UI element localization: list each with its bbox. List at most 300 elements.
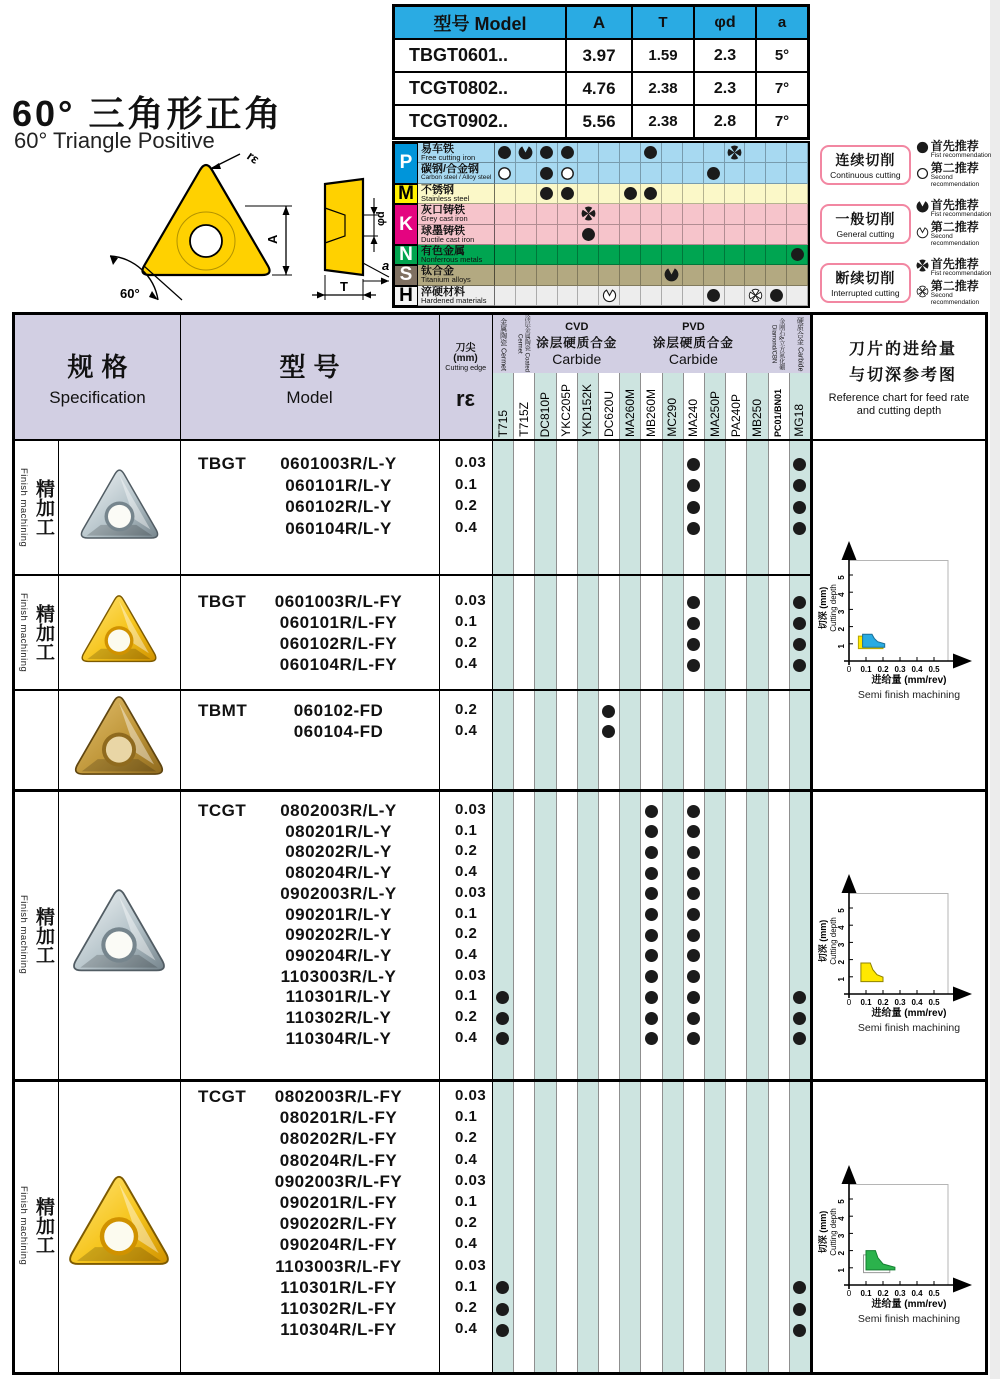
continuous-first-icon	[643, 186, 658, 201]
model-prefix: TBGT	[198, 592, 247, 611]
re-value: 0.2	[455, 1008, 478, 1025]
feed-depth-chart-svg	[815, 533, 983, 707]
material-grade-cell	[558, 204, 579, 224]
grade-dot	[687, 991, 700, 1004]
model-number: 080202R/L-Y	[285, 842, 392, 862]
continuous-second-icon	[497, 166, 512, 181]
iso-group-P: P	[394, 143, 418, 184]
model-number: 110301R/L-Y	[285, 987, 392, 1007]
material-grade-cell	[662, 163, 683, 183]
grade-name-DC810P	[534, 373, 555, 437]
grade-dot	[645, 846, 658, 859]
legend-type-zh: 一般切削	[835, 210, 896, 227]
legend-group	[820, 141, 998, 188]
material-name-en: Carbon steel / Alloy steel	[421, 174, 492, 182]
material-grade-cell	[537, 265, 558, 285]
insert-image-cell	[58, 790, 180, 1080]
material-grade-cell	[599, 286, 620, 306]
material-grade-cell	[704, 286, 725, 306]
material-grade-cell	[704, 245, 725, 265]
re-value: 0.4	[455, 721, 478, 739]
material-grade-cell	[641, 204, 662, 224]
spec-title-zh: 规格	[67, 352, 136, 382]
grade-name-vertical: MA260M	[622, 388, 637, 437]
grade-name-vertical: MC290	[665, 398, 680, 437]
material-grade-cell	[537, 245, 558, 265]
material-grade-cell	[516, 204, 537, 224]
legend-cutting-type	[820, 263, 911, 303]
material-grade-cell	[641, 163, 662, 183]
dimension-cell: 2.38	[631, 106, 693, 137]
grade-column	[662, 373, 683, 1372]
material-grade-cell	[495, 163, 516, 183]
dimension-cell: 7°	[755, 106, 807, 137]
grade-group-label	[534, 315, 619, 373]
insert-photo-bronze	[65, 690, 173, 790]
grade-name-MB250	[746, 373, 767, 437]
material-grade-cell	[537, 163, 558, 183]
grade-name-vertical: DC810P	[537, 391, 552, 437]
spec-label-finish-machining	[17, 440, 58, 575]
grade-dot	[496, 1303, 509, 1316]
label-a: a	[382, 258, 390, 273]
grade-dot	[793, 617, 806, 630]
grade-dot	[687, 659, 700, 672]
re-value: 0.4	[455, 863, 478, 881]
spec-label-finish-machining	[17, 575, 58, 690]
svg-text:0.4: 0.4	[911, 665, 923, 674]
model-prefix: TCGT	[198, 1087, 247, 1106]
model-number: 0902003R/L-Y	[280, 883, 397, 903]
legend-items	[916, 141, 998, 188]
material-grade-cell	[620, 245, 641, 265]
legend-symbol	[916, 200, 929, 218]
re-value: 0.03	[455, 966, 487, 984]
grade-group-label	[513, 315, 534, 373]
material-grade-cell	[516, 184, 537, 204]
grade-name-vertical: PC01/BN01	[773, 388, 784, 437]
material-grade-cell	[725, 204, 746, 224]
svg-text:3: 3	[837, 1233, 846, 1239]
material-grade-cell	[537, 225, 558, 245]
material-grade-cell	[537, 204, 558, 224]
material-grade-cell	[599, 225, 620, 245]
material-grade-cell	[558, 184, 579, 204]
table-divider	[15, 574, 810, 576]
material-grade-cell	[683, 265, 704, 285]
svg-text:0.1: 0.1	[860, 998, 872, 1007]
general-second-icon	[916, 226, 929, 239]
grade-dot	[645, 805, 658, 818]
label-re: rε	[244, 148, 263, 167]
dimension-header-cell: φd	[693, 7, 755, 38]
iso-group-S: S	[394, 265, 418, 285]
material-grade-cell	[662, 204, 683, 224]
svg-text:切深 (mm): 切深 (mm)	[818, 919, 828, 963]
continuous-first-icon	[769, 288, 784, 303]
material-grade-cell	[620, 163, 641, 183]
re-value: 0.03	[455, 801, 487, 818]
ref-title-zh1: 刀片的进给量	[848, 341, 957, 358]
re-value: 0.03	[455, 883, 487, 901]
material-row-label	[418, 286, 495, 306]
material-grade-cell	[578, 204, 599, 224]
grade-name-vertical: DC620U	[601, 390, 616, 437]
grade-name-PA240P	[725, 373, 746, 437]
dimension-header-cell: A	[565, 7, 631, 38]
material-grade-cell	[495, 143, 516, 163]
grade-column	[492, 373, 513, 1372]
grade-dot	[687, 929, 700, 942]
tip-zh: 刀尖	[455, 342, 476, 354]
re-value: 0.03	[455, 592, 487, 609]
grade-dot	[645, 1012, 658, 1025]
re-value: 0.2	[455, 701, 478, 718]
model-number: 110301R/L-FY	[280, 1277, 397, 1297]
dimension-cell: 4.76	[565, 73, 631, 104]
col-divider	[492, 315, 493, 1372]
svg-text:进给量 (mm/rev): 进给量 (mm/rev)	[871, 675, 947, 686]
grade-dot	[793, 991, 806, 1004]
svg-text:2: 2	[837, 959, 846, 965]
legend-cutting-type	[820, 145, 911, 185]
model-number: 090204R/L-Y	[285, 945, 392, 965]
grade-dot	[687, 479, 700, 492]
re-value: 0.1	[455, 1277, 478, 1295]
material-grade-cell	[495, 265, 516, 285]
re-value: 0.2	[455, 497, 478, 514]
svg-text:4: 4	[837, 592, 846, 597]
material-grade-cell	[683, 286, 704, 306]
side-view-insert	[325, 179, 363, 275]
group-zh: 涂层硬质合金	[536, 336, 618, 350]
svg-text:4: 4	[837, 925, 846, 930]
dimension-cell: TBGT0601..	[409, 45, 509, 65]
svg-text:切深 (mm): 切深 (mm)	[818, 1210, 828, 1254]
grade-name-vertical: YKC205P	[559, 384, 574, 437]
dimension-table-header	[395, 7, 807, 38]
material-grade-cell	[599, 143, 620, 163]
material-name-en: Hardened materials	[421, 295, 487, 305]
grade-column	[746, 373, 767, 1372]
iso-group-M: M	[394, 184, 418, 204]
grade-dot	[687, 617, 700, 630]
material-grade-cell	[662, 245, 683, 265]
dimension-cell: 2.3	[693, 40, 755, 71]
grade-dot	[793, 638, 806, 651]
svg-text:5: 5	[837, 575, 846, 580]
material-grade-cell	[641, 286, 662, 306]
dimension-cell: 5.56	[565, 106, 631, 137]
dimension-cell: 1.59	[631, 40, 693, 71]
svg-text:0: 0	[846, 665, 852, 674]
material-grade-cell	[558, 163, 579, 183]
insert-photo-silver	[63, 883, 175, 987]
continuous-first-icon	[916, 141, 929, 154]
legend-item-en: Fist recommendation	[930, 211, 992, 218]
material-grade-cell	[725, 225, 746, 245]
legend-item-zh: 第二推荐	[930, 220, 979, 234]
material-grade-cell	[704, 265, 725, 285]
material-grade-cell	[620, 265, 641, 285]
legend-item	[916, 222, 998, 247]
material-name-zh: 不锈钢	[421, 183, 454, 196]
svg-text:0.3: 0.3	[894, 665, 906, 674]
grade-name-YKC205P	[556, 373, 577, 437]
iso-group-H: H	[394, 286, 418, 306]
group-zh: 涂层硬质合金	[652, 336, 734, 350]
svg-text:Cutting depth: Cutting depth	[829, 917, 838, 965]
material-application-grid	[392, 141, 810, 308]
grade-dot	[645, 908, 658, 921]
insert-photo-gold	[73, 590, 165, 675]
legend-item-zh: 第二推荐	[930, 279, 979, 293]
material-grade-cell	[787, 225, 808, 245]
re-value: 0.03	[455, 454, 487, 471]
insert-photo-silver	[72, 464, 167, 552]
re-value: 0.2	[455, 842, 478, 860]
svg-text:切深 (mm): 切深 (mm)	[818, 586, 828, 630]
re-value: 0.1	[455, 613, 478, 630]
material-grade-cell	[683, 163, 704, 183]
legend-symbol	[916, 141, 929, 159]
material-grade-cell	[725, 184, 746, 204]
grade-dot	[687, 501, 700, 514]
spec-label-finish-machining	[17, 1080, 58, 1371]
svg-text:0.2: 0.2	[877, 1289, 889, 1298]
continuous-first-icon	[497, 145, 512, 160]
dimension-header-cell: a	[755, 7, 807, 38]
grade-dot	[687, 1012, 700, 1025]
grade-column	[534, 373, 555, 1372]
material-grade-cell	[495, 184, 516, 204]
model-prefix: TBGT	[198, 454, 247, 473]
material-grade-cell	[620, 184, 641, 204]
svg-text:0.2: 0.2	[877, 998, 889, 1007]
legend-item-zh: 第二推荐	[930, 161, 979, 175]
tip-en: Cutting edge	[445, 363, 486, 372]
interrupted-first-icon	[727, 145, 742, 160]
model-number: 1103003R/L-Y	[280, 966, 397, 986]
svg-text:Semi finish machining: Semi finish machining	[857, 1022, 961, 1034]
material-grade-cell	[787, 265, 808, 285]
continuous-first-icon	[790, 247, 805, 262]
grade-column	[725, 373, 746, 1372]
material-grade-cell	[516, 245, 537, 265]
ref-title-en: Reference chart for feed rate and cutting depth	[828, 392, 970, 417]
interrupted-first-icon	[916, 259, 929, 272]
legend-type-zh: 连续切削	[835, 151, 896, 168]
material-grade-cell	[704, 163, 725, 183]
material-grade-cell	[787, 245, 808, 265]
material-grade-cell	[558, 225, 579, 245]
material-row-label	[418, 225, 495, 245]
re-value: 0.1	[455, 821, 478, 839]
re-symbol: rε	[455, 385, 475, 411]
material-grade-cell	[745, 163, 766, 183]
material-row-label	[418, 245, 495, 265]
feed-depth-chart-svg	[815, 1157, 983, 1331]
svg-text:Semi finish machining: Semi finish machining	[857, 689, 961, 701]
col-divider	[58, 440, 59, 1372]
material-grade-cell	[745, 184, 766, 204]
material-name-zh: 钛合金	[421, 265, 454, 278]
legend-type-en: Interrupted cutting	[831, 287, 900, 298]
material-grade-cell	[495, 286, 516, 306]
grade-name-vertical: MA240	[686, 398, 701, 437]
grade-dot	[645, 949, 658, 962]
svg-text:1: 1	[837, 1268, 846, 1273]
material-grade-cell	[766, 163, 787, 183]
material-grade-cell	[558, 143, 579, 163]
material-name-en: Nonferrous metals	[421, 254, 483, 264]
grade-name-MA250P	[704, 373, 725, 437]
continuous-first-icon	[560, 145, 575, 160]
grade-name-T715Z	[513, 373, 534, 437]
model-number: 090204R/L-FY	[279, 1235, 398, 1255]
material-grade-cell	[558, 286, 579, 306]
svg-text:0.4: 0.4	[911, 998, 923, 1007]
grade-dot	[496, 1324, 509, 1337]
material-grade-cell	[599, 163, 620, 183]
continuous-second-icon	[916, 167, 929, 180]
material-grade-cell	[766, 286, 787, 306]
model-number: 080202R/L-FY	[279, 1129, 398, 1149]
re-value: 0.2	[455, 1129, 478, 1147]
grade-group-label	[768, 315, 789, 373]
grade-column	[556, 373, 577, 1372]
grade-dot	[793, 1032, 806, 1045]
label-phid: φd	[375, 211, 387, 226]
grade-column	[513, 373, 534, 1372]
svg-text:0.2: 0.2	[877, 665, 889, 674]
grade-dot	[793, 1012, 806, 1025]
re-value: 0.1	[455, 987, 478, 1005]
material-row-label	[418, 265, 495, 285]
grade-dot	[645, 825, 658, 838]
model-number: 110304R/L-FY	[280, 1320, 397, 1340]
material-grade-cell	[787, 184, 808, 204]
legend-cutting-type	[820, 204, 911, 244]
legend-item-text	[931, 222, 998, 247]
spec-en-vertical: Finish machining	[18, 592, 29, 673]
re-value: 0.4	[455, 1028, 478, 1046]
material-grade-cell	[704, 204, 725, 224]
material-grade-cell	[516, 286, 537, 306]
dimension-header-cell: T	[631, 7, 693, 38]
re-value: 0.1	[455, 1108, 478, 1126]
material-grade-cell	[787, 143, 808, 163]
legend-item-en: Second recommendation	[930, 174, 980, 188]
material-grade-cell	[641, 225, 662, 245]
grade-column	[704, 373, 725, 1372]
material-grade-cell	[683, 245, 704, 265]
material-grade-cell	[787, 286, 808, 306]
svg-text:4: 4	[837, 1216, 846, 1221]
model-number: 110302R/L-Y	[285, 1008, 392, 1027]
material-grade-cell	[641, 265, 662, 285]
re-value: 0.2	[455, 1214, 478, 1232]
general-second-icon	[602, 288, 617, 303]
material-grade-cell	[516, 225, 537, 245]
material-grade-cell	[537, 184, 558, 204]
dimension-header-cell: 型号 Model	[433, 13, 527, 34]
grade-dot	[645, 991, 658, 1004]
model-number: 090202R/L-Y	[285, 925, 392, 945]
spec-title-en: Specification	[49, 388, 146, 407]
material-grade-cell	[495, 204, 516, 224]
insert-technical-drawing	[40, 148, 390, 313]
legend-item	[916, 141, 998, 159]
material-grade-cell	[745, 225, 766, 245]
model-number: 090202R/L-FY	[279, 1214, 398, 1234]
model-prefix: TBMT	[198, 701, 248, 720]
dimension-cell: 3.97	[565, 40, 631, 71]
material-grade-cell	[766, 184, 787, 204]
svg-text:0: 0	[846, 1289, 852, 1298]
material-grade-cell	[578, 245, 599, 265]
material-grade-cell	[787, 163, 808, 183]
model-title-en: Model	[286, 388, 333, 407]
label-60deg: 60°	[120, 286, 140, 301]
material-grade-cell	[766, 265, 787, 285]
grade-dot	[687, 596, 700, 609]
material-grade-cell	[662, 184, 683, 204]
label-A: A	[265, 234, 280, 244]
spec-zh-vertical: 精加工	[33, 604, 54, 661]
material-grade-cell	[495, 245, 516, 265]
material-grade-cell	[745, 143, 766, 163]
material-name-en: Ductile cast iron	[421, 234, 475, 244]
table-divider	[15, 789, 985, 792]
material-grade-cell	[725, 265, 746, 285]
material-grade-cell	[578, 286, 599, 306]
re-value: 0.03	[455, 1171, 487, 1189]
svg-text:3: 3	[837, 609, 846, 615]
material-name-en: Titanium alloys	[421, 275, 471, 285]
material-name-zh: 淬硬材料	[421, 285, 465, 298]
continuous-first-icon	[539, 186, 554, 201]
legend-item-zh: 首先推荐	[930, 198, 979, 212]
tip-mm: (mm)	[453, 352, 478, 364]
material-name-zh: 有色金属	[421, 244, 465, 257]
material-grade-cell	[766, 204, 787, 224]
spec-en-vertical: Finish machining	[18, 1185, 29, 1266]
dimension-cell: 5°	[755, 40, 807, 71]
legend-item-text	[931, 163, 998, 188]
grade-group-stack	[536, 321, 617, 367]
header-corner-radius	[439, 315, 492, 440]
model-number: 060102-FD	[293, 701, 384, 720]
chart-region	[863, 634, 885, 647]
grade-dot	[793, 659, 806, 672]
feed-depth-chart	[815, 533, 983, 707]
dimension-cell: 7°	[755, 73, 807, 104]
grade-name-vertical: T715	[495, 409, 510, 437]
re-value: 0.03	[455, 1256, 487, 1274]
material-grade-cell	[620, 225, 641, 245]
interrupted-second-icon	[748, 288, 763, 303]
grade-dot	[645, 887, 658, 900]
interrupted-first-icon	[581, 206, 596, 221]
continuous-first-icon	[643, 145, 658, 160]
grade-dot	[793, 596, 806, 609]
model-number: 060104-FD	[293, 721, 384, 741]
grade-dot	[793, 1324, 806, 1337]
grade-group-label	[619, 315, 767, 373]
legend-item-text	[931, 281, 998, 306]
grade-dot	[645, 970, 658, 983]
